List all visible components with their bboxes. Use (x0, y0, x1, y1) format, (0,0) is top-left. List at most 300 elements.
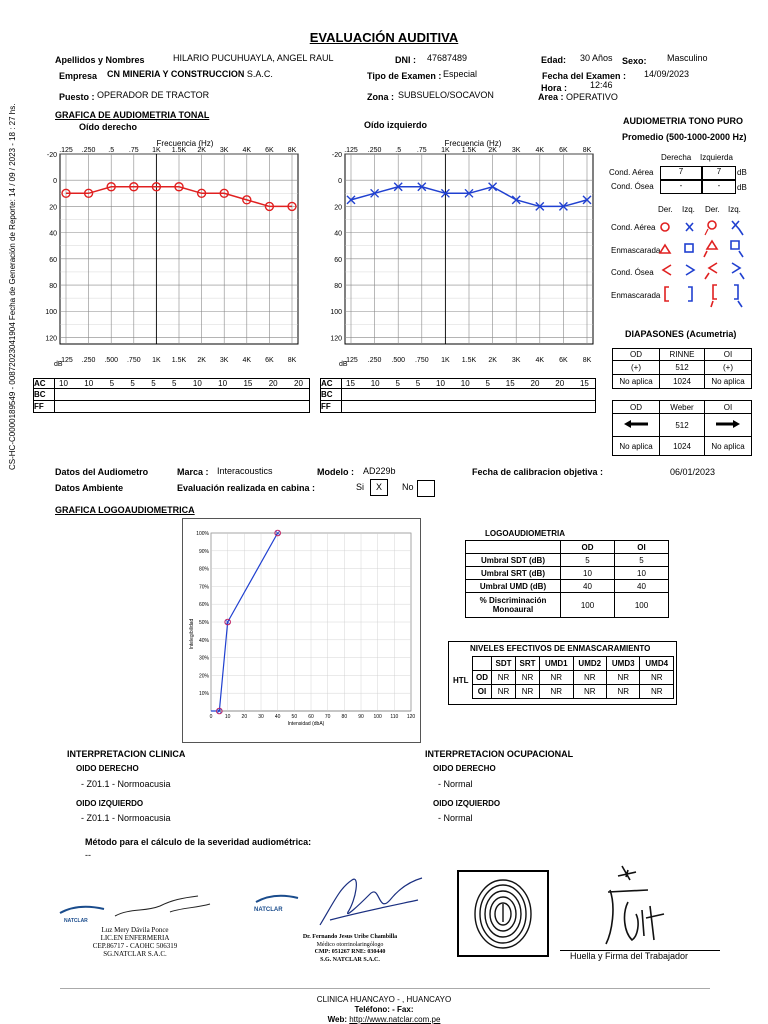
x-tick-label: 120 (406, 714, 416, 720)
weber-freq-1: 512 (660, 414, 705, 437)
bottom-freq-label: .750 (414, 357, 429, 364)
bottom-freq-label: .125 (59, 357, 73, 364)
masking-title: NIVELES EFECTIVOS DE ENMASCARAMIENTO (470, 644, 651, 653)
doctor-registration: CMP: 051267 RNE: 030440 (314, 949, 386, 955)
footer-web-label: Web: (327, 1015, 347, 1024)
masking-cell: NR (640, 671, 674, 685)
area-label: Area : (538, 92, 564, 102)
ylabel: Intelegibilidad (189, 618, 195, 650)
doctor-name: Dr. Fernando Jesus Uribe Chambilla (302, 934, 398, 940)
masking-row-oi (473, 685, 674, 699)
exam-date-value: 14/09/2023 (644, 69, 690, 79)
x-tick-label: 110 (390, 714, 399, 720)
top-freq-labels (59, 147, 296, 154)
logo-table (465, 540, 669, 618)
top-freq-label: .5 (395, 147, 402, 154)
logo-row-oi: 5 (615, 554, 669, 567)
bottom-freq-label: .125 (344, 357, 358, 364)
masking-header-blank (473, 657, 492, 671)
top-freq-label: 4K (535, 147, 545, 154)
y-tick-label: 100 (330, 309, 342, 317)
doctor-company: S.G. NATCLAR S.A.C. (320, 956, 380, 963)
y-ticks (196, 531, 209, 697)
doctor-logo (254, 892, 300, 913)
dni-label: DNI : (395, 55, 416, 65)
nurse-name: Luz Mery Dávila Ponce (101, 926, 169, 934)
x-tick-label: 20 (241, 714, 248, 720)
bracket-close-icon (688, 287, 692, 301)
rinne-od-2: No aplica (613, 375, 660, 389)
masking-header-umd4: UMD4 (640, 657, 674, 671)
db-label: dB (339, 361, 348, 368)
calib-label: Fecha de calibracion objetiva : (472, 467, 604, 477)
x-tick-label: 50 (291, 714, 298, 720)
top-freq-label: 1.5K (171, 147, 187, 154)
bottom-freq-label: 1.5K (171, 357, 187, 364)
y-tick-label: 40 (334, 230, 342, 238)
top-freq-label: .250 (81, 147, 96, 154)
top-freq-labels (344, 147, 591, 154)
ac-value: 5 (130, 379, 135, 388)
logo-chart (183, 519, 418, 740)
logo-header-oi: OI (615, 541, 669, 554)
calib-value: 06/01/2023 (670, 467, 716, 477)
position-value: OPERADOR DE TRACTOR (97, 90, 210, 100)
weber-oi-2: No aplica (705, 437, 752, 456)
ff-row (34, 401, 310, 413)
ac-value: 5 (395, 379, 400, 388)
ac-values-row (55, 379, 309, 388)
occupational-od-value: - Normal (438, 779, 473, 789)
occupational-od-label: OIDO DERECHO (433, 764, 496, 773)
x-icon (686, 223, 693, 231)
top-freq-label: 3K (219, 147, 229, 154)
lt-arrow-icon (705, 263, 717, 279)
masking-cell: NR (540, 685, 573, 699)
brand-label: Marca : (177, 467, 209, 477)
rinne-freq-1: 512 (660, 361, 705, 375)
tono-puro-subtitle: Promedio (500-1000-2000 Hz) (622, 132, 747, 142)
natclar-logo (58, 903, 108, 924)
masking-cell: NR (573, 685, 606, 699)
position-label: Puesto : (59, 92, 95, 102)
col-left-label: Izquierda (700, 153, 733, 162)
weber-header-od: OD (613, 401, 660, 414)
rinne-table (612, 348, 752, 389)
cond-osea-unit: dB (737, 183, 747, 192)
logo-row-od: 100 (561, 593, 615, 618)
masking-header-row (473, 657, 674, 671)
weber-od-2: No aplica (613, 437, 660, 456)
doctor-signature (300, 870, 430, 932)
rinne-header-oi: OI (705, 349, 752, 361)
y-tick-label: 80 (49, 283, 57, 291)
ac-value: 10 (59, 379, 68, 388)
ac-value: 20 (555, 379, 565, 388)
top-freq-label: 6K (265, 147, 274, 154)
y-tick-label: 90% (198, 548, 209, 555)
legend-header-izq-2: Izq. (728, 205, 741, 214)
x-tick-label: 100 (373, 714, 382, 720)
top-freq-label: 2K (197, 147, 206, 154)
y-tick-label: 70% (198, 584, 209, 591)
masking-ear: OI (473, 685, 492, 699)
bottom-freq-labels (344, 357, 591, 364)
weber-header: Weber (660, 401, 705, 414)
clinical-od-label: OIDO DERECHO (76, 764, 139, 773)
ac-value: 15 (243, 379, 253, 388)
x-tick-label: 40 (274, 714, 281, 720)
y-tick-label: 40% (198, 637, 209, 644)
masking-row-group: HTL (453, 676, 469, 685)
ac-value: 5 (109, 379, 115, 388)
ac-value: 15 (579, 379, 589, 388)
no-checkbox[interactable] (417, 480, 435, 497)
worker-signature-label: Huella y Firma del Trabajador (570, 951, 689, 961)
nurse-text (55, 926, 215, 958)
weber-oi-1 (705, 414, 752, 437)
bottom-freq-labels (59, 357, 296, 364)
age-label: Edad: (541, 55, 567, 65)
worker-signature (588, 862, 698, 952)
ac-value: 10 (84, 379, 94, 388)
circle-arrow-icon (708, 221, 716, 229)
nurse-signature (110, 890, 220, 922)
cond-aerea-right: 7 (660, 166, 702, 180)
bottom-freq-label: 1K (152, 357, 161, 364)
model-value: AD229b (363, 466, 396, 476)
row-label: BC (34, 389, 55, 401)
doctor-logo-text: NATCLAR (254, 907, 283, 913)
masking-header-umd1: UMD1 (540, 657, 573, 671)
footer-web-link[interactable]: http://www.natclar.com.pe (349, 1015, 441, 1024)
top-freq-label: .5 (108, 147, 115, 154)
bottom-freq-label: 3K (511, 357, 521, 364)
weber-od-1 (613, 414, 660, 437)
triangle-icon (660, 245, 670, 253)
xlabel: Intensidad (dbA) (287, 721, 325, 727)
bottom-freq-label: 6K (265, 357, 274, 364)
ac-value: 10 (218, 379, 228, 388)
masking-cell: NR (573, 671, 606, 685)
ac-value: 10 (460, 379, 470, 388)
bottom-freq-label: 3K (219, 357, 229, 364)
y-tick-label: 60 (49, 256, 57, 264)
method-label: Método para el cálculo de la severidad audiométrica: (85, 837, 312, 847)
logo-table-title: LOGOAUDIOMETRIA (485, 529, 565, 538)
ac-value: 20 (530, 379, 540, 388)
bottom-freq-label: 4K (242, 357, 252, 364)
bracket-close-arrow-icon (734, 285, 742, 307)
y-tick-label: 100 (45, 309, 57, 317)
bottom-freq-label: .250 (367, 357, 382, 364)
arrow-right-icon (715, 419, 741, 429)
masking-cell: NR (607, 671, 640, 685)
diapasones-title: DIAPASONES (Acumetria) (625, 329, 737, 339)
grid (345, 154, 593, 344)
yes-checkbox[interactable]: X (370, 479, 388, 496)
x-arrow-icon (732, 221, 743, 235)
y-tick-label: 20 (49, 204, 57, 212)
row-label: AC (34, 379, 55, 389)
exam-type-label: Tipo de Examen : (367, 71, 442, 81)
company-name: CN MINERIA Y CONSTRUCCION (107, 69, 245, 79)
device-label: Datos del Audiometro (55, 467, 149, 477)
masking-header-umd3: UMD3 (607, 657, 640, 671)
y-tick-label: 30% (198, 655, 209, 662)
no-label: No (402, 482, 414, 492)
x-tick-label: 30 (258, 714, 264, 720)
natclar-logo-icon (254, 892, 300, 906)
ff-values (55, 401, 310, 413)
square-arrow-icon (731, 241, 743, 257)
fingerprint-icon (459, 872, 547, 955)
top-freq-label: 8K (582, 147, 592, 154)
doctor-signature-block (240, 870, 440, 965)
footer-divider (60, 988, 710, 989)
name-value: HILARIO PUCUHUAYLA, ANGEL RAUL (173, 53, 334, 63)
rinne-od-1: (+) (613, 361, 660, 375)
ac-row (321, 379, 596, 389)
y-ticks (45, 152, 57, 342)
bottom-freq-label: .500 (391, 357, 406, 364)
masking-row-od (473, 671, 674, 685)
natclar-logo-text: NATCLAR (64, 918, 88, 924)
ac-value: 20 (294, 379, 303, 388)
logo-row-od: 40 (561, 580, 615, 593)
left-ac-table (320, 378, 596, 413)
left-ear-title: Oído izquierdo (364, 120, 427, 130)
age-value: 30 Años (580, 53, 613, 63)
bracket-open-icon (665, 287, 669, 301)
dni-value: 47687489 (427, 53, 468, 63)
top-freq-label: 6K (559, 147, 568, 154)
right-ac-table (33, 378, 310, 413)
ac-values-row (342, 379, 595, 388)
occupational-oi-value: - Normal (438, 813, 473, 823)
tono-puro-title: AUDIOMETRIA TONO PURO (623, 116, 744, 126)
top-freq-label: 1.5K (461, 147, 477, 154)
x-ticks (210, 714, 416, 720)
logo-row-label: Umbral UMD (dB) (466, 580, 561, 593)
left-audiogram (315, 132, 595, 377)
clinical-od-value: - Z01.1 - Normoacusia (81, 779, 171, 789)
time-value: 12:46 (590, 80, 613, 90)
zone-label: Zona : (367, 92, 394, 102)
clinical-oi-label: OIDO IZQUIERDO (76, 799, 144, 808)
time-label: Hora : (541, 83, 568, 93)
rinne-oi-2: No aplica (705, 375, 752, 389)
rinne-header: RINNE (660, 349, 705, 361)
legend-header-der-1: Der. (658, 205, 673, 214)
row-label: FF (321, 401, 342, 413)
top-freq-label: 3K (511, 147, 521, 154)
fingerprint-box (457, 870, 549, 957)
masking-cell: NR (540, 671, 573, 685)
x-tick-label: 0 (209, 714, 213, 720)
logo-section-title: GRAFICA LOGOAUDIOMETRICA (55, 505, 195, 515)
ff-values (342, 401, 596, 413)
legend-row-3: Cond. Ósea (611, 268, 654, 277)
gt-arrow-icon (732, 263, 744, 279)
right-ear-title: Oído derecho (79, 122, 138, 132)
company-suffix: S.A.C. (246, 69, 273, 79)
env-label: Datos Ambiente (55, 483, 124, 493)
ac-value: 5 (485, 379, 490, 388)
top-freq-label: 1K (441, 147, 450, 154)
logo-row-oi: 10 (615, 567, 669, 580)
bc-row (34, 389, 310, 401)
exam-type-value: Especial (443, 69, 478, 79)
legend-header-izq-1: Izq. (682, 205, 695, 214)
bottom-freq-label: .500 (104, 357, 119, 364)
masking-header-srt: SRT (516, 657, 540, 671)
ac-values (55, 379, 310, 389)
top-freq-label: .125 (59, 147, 73, 154)
ac-value: 5 (151, 379, 156, 388)
top-freq-label: .75 (416, 147, 427, 154)
legend-row-1: Cond. Aérea (611, 223, 656, 232)
legend-symbols (655, 215, 755, 310)
y-tick-label: 120 (330, 335, 342, 343)
page-title: EVALUACIÓN AUDITIVA (309, 30, 459, 45)
masking-cell: NR (640, 685, 674, 699)
masking-ear: OD (473, 671, 492, 685)
freq-axis-label: Frecuencia (Hz) (156, 139, 214, 148)
logo-row-label: Umbral SDT (dB) (466, 554, 561, 567)
doctor-text (260, 934, 440, 964)
row-label: BC (321, 389, 342, 401)
row-label: AC (321, 379, 342, 389)
bottom-freq-label: 8K (582, 357, 592, 364)
bracket-open-arrow-icon (711, 285, 717, 307)
bottom-freq-label: 2K (488, 357, 497, 364)
cond-aerea-unit: dB (737, 168, 747, 177)
legend-row-2: Enmascarada (611, 246, 661, 255)
x-tick-label: 70 (324, 714, 331, 720)
clinical-oi-value: - Z01.1 - Normoacusia (81, 813, 171, 823)
natclar-logo-icon (58, 903, 108, 917)
top-freq-label: 4K (242, 147, 252, 154)
cond-osea-left: - (702, 180, 736, 194)
row-label: FF (34, 401, 55, 413)
cabin-label: Evaluación realizada en cabina : (177, 483, 316, 493)
db-label: dB (54, 361, 63, 368)
doctor-specialty: Médico otorrinolaringólogo (316, 941, 384, 948)
masking-cell: NR (516, 671, 540, 685)
ac-value: 15 (505, 379, 515, 388)
x-tick-label: 90 (358, 714, 364, 720)
y-tick-label: 0 (53, 178, 57, 186)
weber-header-oi: OI (705, 401, 752, 414)
grid (211, 533, 411, 711)
exam-date-label: Fecha del Examen : (542, 71, 627, 81)
y-tick-label: 20 (334, 204, 342, 212)
clinical-title: INTERPRETACION CLINICA (67, 749, 186, 759)
circle-icon (661, 223, 669, 231)
y-tick-label: 80 (334, 283, 342, 291)
masking-header-umd2: UMD2 (573, 657, 606, 671)
logo-header-od: OD (561, 541, 615, 554)
col-right-label: Derecha (661, 153, 692, 162)
occupational-title: INTERPRETACION OCUPACIONAL (425, 749, 574, 759)
cond-aerea-label: Cond. Aérea (609, 168, 654, 177)
company-value (107, 69, 273, 79)
nurse-company: SG.NATCLAR S.A.C. (103, 950, 167, 958)
x-tick-label: 10 (224, 714, 231, 720)
sex-value: Masculino (667, 53, 708, 63)
rinne-freq-2: 1024 (660, 375, 705, 389)
square-icon (685, 244, 693, 252)
bc-row (321, 389, 596, 401)
yes-label: Si (356, 482, 365, 492)
gt-icon (686, 265, 694, 275)
y-tick-label: 0 (338, 178, 342, 186)
bottom-freq-label: .750 (126, 357, 141, 364)
y-tick-label: 120 (45, 335, 57, 343)
ac-row (34, 379, 310, 389)
cond-osea-right: - (660, 180, 702, 194)
ac-value: 5 (172, 379, 177, 388)
bottom-freq-label: 8K (287, 357, 297, 364)
logo-row-label: % Discriminación Monoaural (466, 593, 561, 618)
logo-row-od: 5 (561, 554, 615, 567)
right-audiogram (30, 132, 310, 377)
method-value: -- (85, 850, 91, 860)
arrow-icon (705, 229, 708, 235)
y-tick-label: -20 (46, 152, 57, 159)
bc-values (55, 389, 310, 401)
top-freq-label: 1K (152, 147, 161, 154)
y-tick-label: 60 (334, 256, 342, 264)
brand-value: Interacoustics (217, 466, 273, 476)
bottom-freq-label: 1.5K (461, 357, 477, 364)
logo-header-blank (466, 541, 561, 554)
y-ticks (330, 152, 342, 342)
bottom-freq-label: 2K (197, 357, 206, 364)
top-freq-label: .75 (128, 147, 139, 154)
cond-osea-label: Cond. Ósea (611, 182, 654, 191)
top-freq-label: 8K (287, 147, 297, 154)
y-tick-label: 20% (198, 673, 209, 680)
logo-row-oi: 100 (615, 593, 669, 618)
y-tick-label: 80% (198, 566, 209, 573)
footer-clinic: CLINICA HUANCAYO - , HUANCAYO (316, 995, 452, 1004)
logo-row-oi: 40 (615, 580, 669, 593)
bottom-freq-label: 1K (441, 357, 450, 364)
ac-value: 10 (370, 379, 380, 388)
ac-values (342, 379, 596, 389)
masking-cell: NR (492, 671, 516, 685)
y-tick-label: 10% (198, 691, 209, 698)
nurse-registration: CEP.86717 - CAOHC 506319 (92, 942, 178, 950)
legend-header-der-2: Der. (705, 205, 720, 214)
bottom-freq-label: 4K (535, 357, 545, 364)
masking-header-sdt: SDT (492, 657, 516, 671)
nurse-title: LIC.EN ENFERMERIA (100, 934, 170, 942)
weber-freq-2: 1024 (660, 437, 705, 456)
ac-value: 10 (192, 379, 202, 388)
area-value: OPERATIVO (566, 92, 618, 102)
bottom-freq-label: 6K (559, 357, 568, 364)
rinne-header-od: OD (613, 349, 660, 361)
name-label: Apellidos y Nombres (55, 55, 145, 65)
bottom-freq-label: .250 (81, 357, 96, 364)
footer-web (0, 1015, 768, 1024)
audiometry-section-title: GRAFICA DE AUDIOMETRIA TONAL (55, 110, 210, 120)
zone-value: SUBSUELO/SOCAVON (398, 90, 494, 100)
ac-value: 5 (415, 379, 421, 388)
